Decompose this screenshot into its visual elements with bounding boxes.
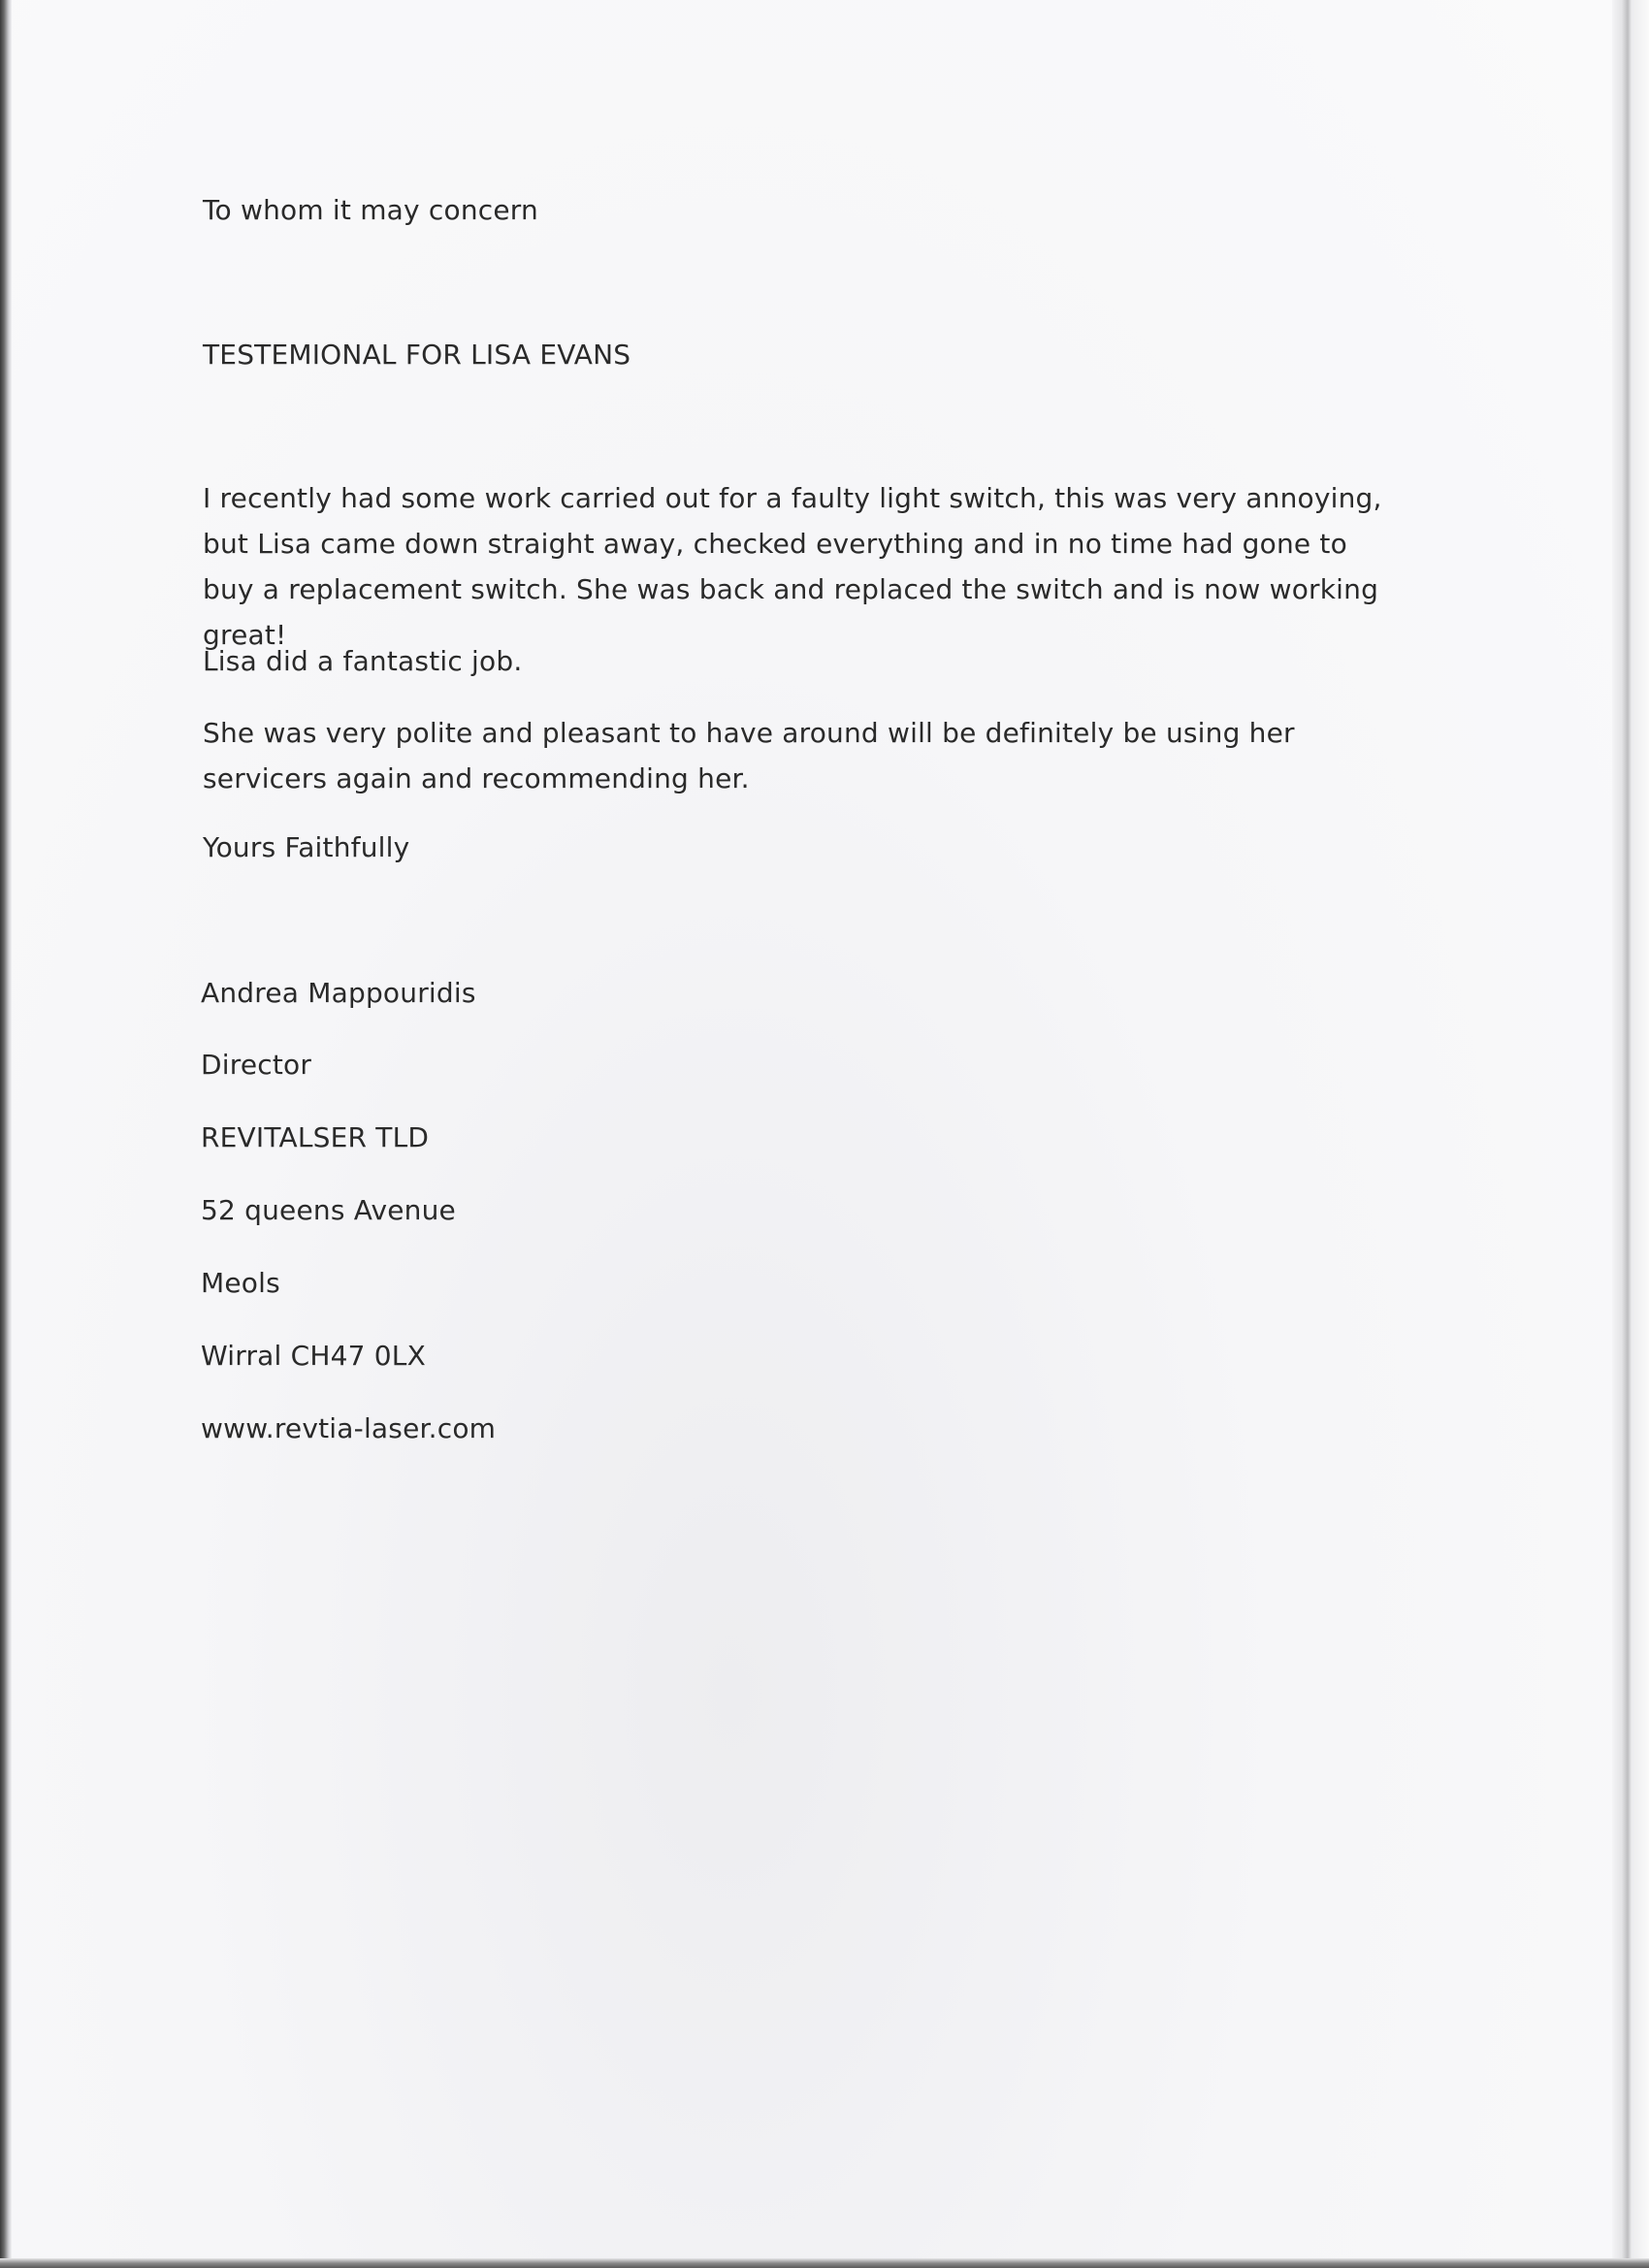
signatory-title: Director — [201, 1049, 312, 1081]
subject-line: TESTEMIONAL FOR LISA EVANS — [203, 339, 631, 371]
address-postcode: Wirral CH47 0LX — [201, 1340, 426, 1372]
address-street: 52 queens Avenue — [201, 1194, 456, 1226]
company-name: REVITALSER TLD — [201, 1121, 430, 1153]
letter-page — [12, 0, 1612, 2258]
closing: Yours Faithfully — [203, 831, 410, 863]
signatory-name: Andrea Mappouridis — [201, 977, 476, 1009]
address-town: Meols — [201, 1267, 280, 1299]
website: www.revtia-laser.com — [201, 1412, 497, 1444]
salutation: To whom it may concern — [203, 194, 538, 226]
letter-body — [12, 0, 1612, 2258]
body-paragraph: I recently had some work carried out for a faulty light switch, this was very annoying, but Lisa came down straight away, checked everything and in no time had gone to buy a replacement switch. She was back and replaced the switch and is now working great! — [203, 482, 1382, 651]
body-paragraph: She was very polite and pleasant to have around will be definitely be using her servicers again and recommending her. — [203, 717, 1295, 794]
scan-edge-left — [0, 0, 12, 2268]
scan-edge-bottom — [0, 2258, 1649, 2268]
scan-edge-right — [1612, 0, 1649, 2268]
body-paragraph: Lisa did a fantastic job. — [203, 645, 523, 677]
